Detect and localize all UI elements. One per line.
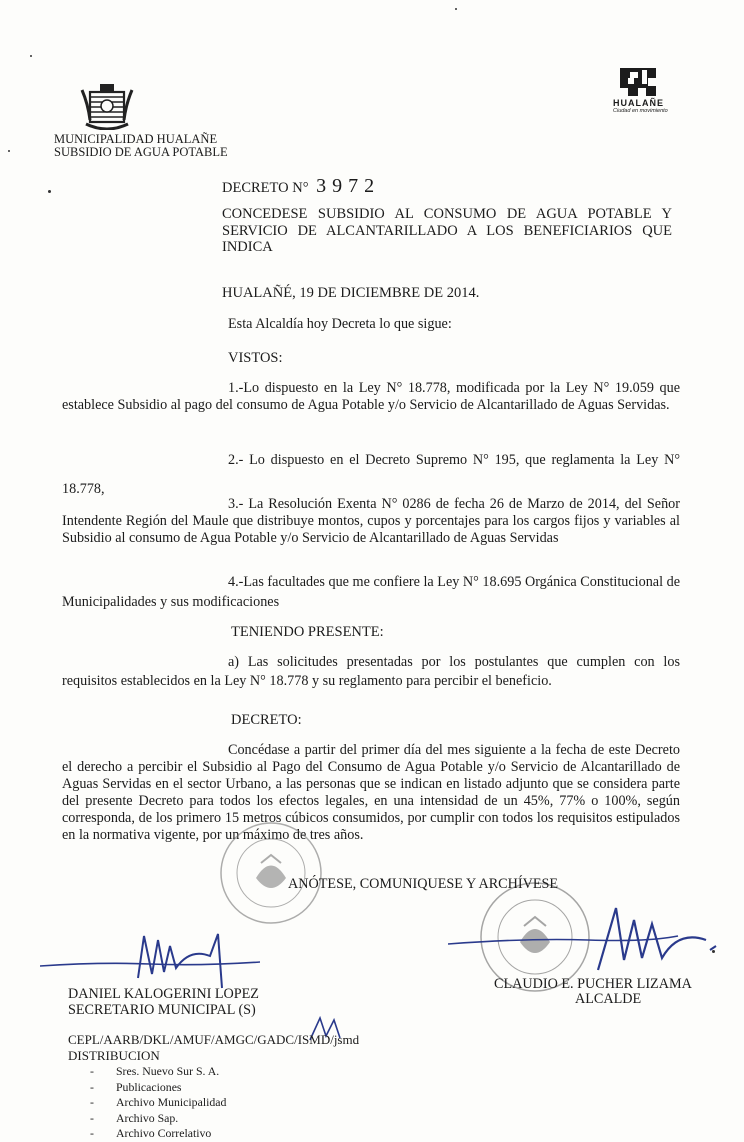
scan-speck <box>712 950 715 953</box>
scan-speck <box>30 55 32 57</box>
vistos-item-3-text: 3.- La Resolución Exenta N° 0286 de fecha 26 de Marzo de 2014, del Señor Intendente Región del Maule que distribuye montos, cupos y porcentajes para los cargos fijos y variables al Subsidio al consumo de Agua Potable y/o Servicio de Alcantarillado de Aguas Servidas <box>62 496 680 546</box>
teniendo-item <box>62 653 680 691</box>
distribution-item: - Archivo Municipalidad <box>90 1095 226 1111</box>
decreto-body-text: Concédase a partir del primer día del mes siguiente a la fecha de este Decreto el derecho a percibir el Subsidio al Pago del Consumo de Agua Potable y/o Servicio de Alcantarillado de Aguas Servidas en el sector Urbano, a las personas que se indican en listado adjunto que se considera parte del presente Decreto para todos los efectos legales, en una intensidad de un 45%, 77% o 100%, según corresponda, de los primero 15 metros cúbicos consumidos, por cumplir con todos los requisitos estipulados en la normativa vigente, por un máximo de tres años. <box>62 742 680 843</box>
vistos-item-4-text: 4.-Las facultades que me confiere la Ley N° 18.695 Orgánica Constitucional de Municipalidades y sus modificaciones <box>62 574 680 610</box>
decree-number-line <box>222 175 380 198</box>
place-and-date: HUALAÑÉ, 19 DE DICIEMBRE DE 2014. <box>222 285 480 301</box>
distribution-item: - Archivo Correlativo <box>90 1126 226 1142</box>
secretary-title: SECRETARIO MUNICIPAL (S) <box>68 1002 256 1018</box>
vistos-item-4 <box>62 572 680 612</box>
decree-label: DECRETO N° <box>222 180 309 196</box>
mayor-name: CLAUDIO E. PUCHER LIZAMA <box>494 976 692 992</box>
distribution-item: - Publicaciones <box>90 1080 226 1096</box>
closing-formula: ANÓTESE, COMUNIQUESE Y ARCHÍVESE <box>288 876 559 892</box>
vistos-item-1-text: 1.-Lo dispuesto en la Ley N° 18.778, modificada por la Ley N° 19.059 que establece Subsidio al pago del consumo de Agua Potable y/o Servicio de Alcantarillado de Aguas Servidas. <box>62 380 680 413</box>
secretary-seal-icon <box>216 818 326 928</box>
org-line-1: MUNICIPALIDAD HUALAÑE <box>54 132 218 146</box>
decree-subject: CONCEDESE SUBSIDIO AL CONSUMO DE AGUA POTABLE Y SERVICIO DE ALCANTARILLADO A LOS BENEFICIARIOS QUE INDICA <box>222 206 672 255</box>
municipal-coat-of-arms-icon <box>80 80 134 130</box>
vistos-heading: VISTOS: <box>228 350 283 366</box>
vistos-item-3 <box>62 496 680 547</box>
scan-speck <box>455 8 457 10</box>
org-line-2: SUBSIDIO DE AGUA POTABLE <box>54 145 228 159</box>
teniendo-heading: TENIENDO PRESENTE: <box>231 624 384 640</box>
mayor-signature-icon <box>448 900 728 980</box>
mayor-title: ALCALDE <box>575 991 642 1007</box>
hualane-logo-tagline: Ciudad en movimiento <box>613 108 668 114</box>
teniendo-item-text: a) Las solicitudes presentadas por los postulantes que cumplen con los requisitos establecidos en la Ley N° 18.778 y su reglamento para percibir el beneficio. <box>62 654 680 689</box>
distribution-item: - Archivo Sap. <box>90 1111 226 1127</box>
distribution-list <box>90 1064 226 1142</box>
decreto-heading: DECRETO: <box>231 712 302 728</box>
vistos-item-1 <box>62 380 680 414</box>
scan-speck <box>48 190 51 193</box>
scan-speck <box>8 150 10 152</box>
vistos-item-2-text: 2.- Lo dispuesto en el Decreto Supremo N° 195, que reglamenta la Ley N° 18.778, <box>62 452 680 497</box>
secretary-name: DANIEL KALOGERINI LOPEZ <box>68 986 259 1002</box>
drafting-initials: CEPL/AARB/DKL/AMUF/AMGC/GADC/ISMD/jsmd <box>68 1032 360 1047</box>
org-name <box>54 133 228 159</box>
decree-intro: Esta Alcaldía hoy Decreta lo que sigue: <box>228 316 452 332</box>
distribution-item: - Sres. Nuevo Sur S. A. <box>90 1064 226 1080</box>
hualane-logo-text: HUALAÑE <box>613 98 664 108</box>
decree-number: 3972 <box>316 175 381 197</box>
distribution-label: DISTRIBUCION <box>68 1048 160 1063</box>
decreto-body <box>62 742 680 844</box>
